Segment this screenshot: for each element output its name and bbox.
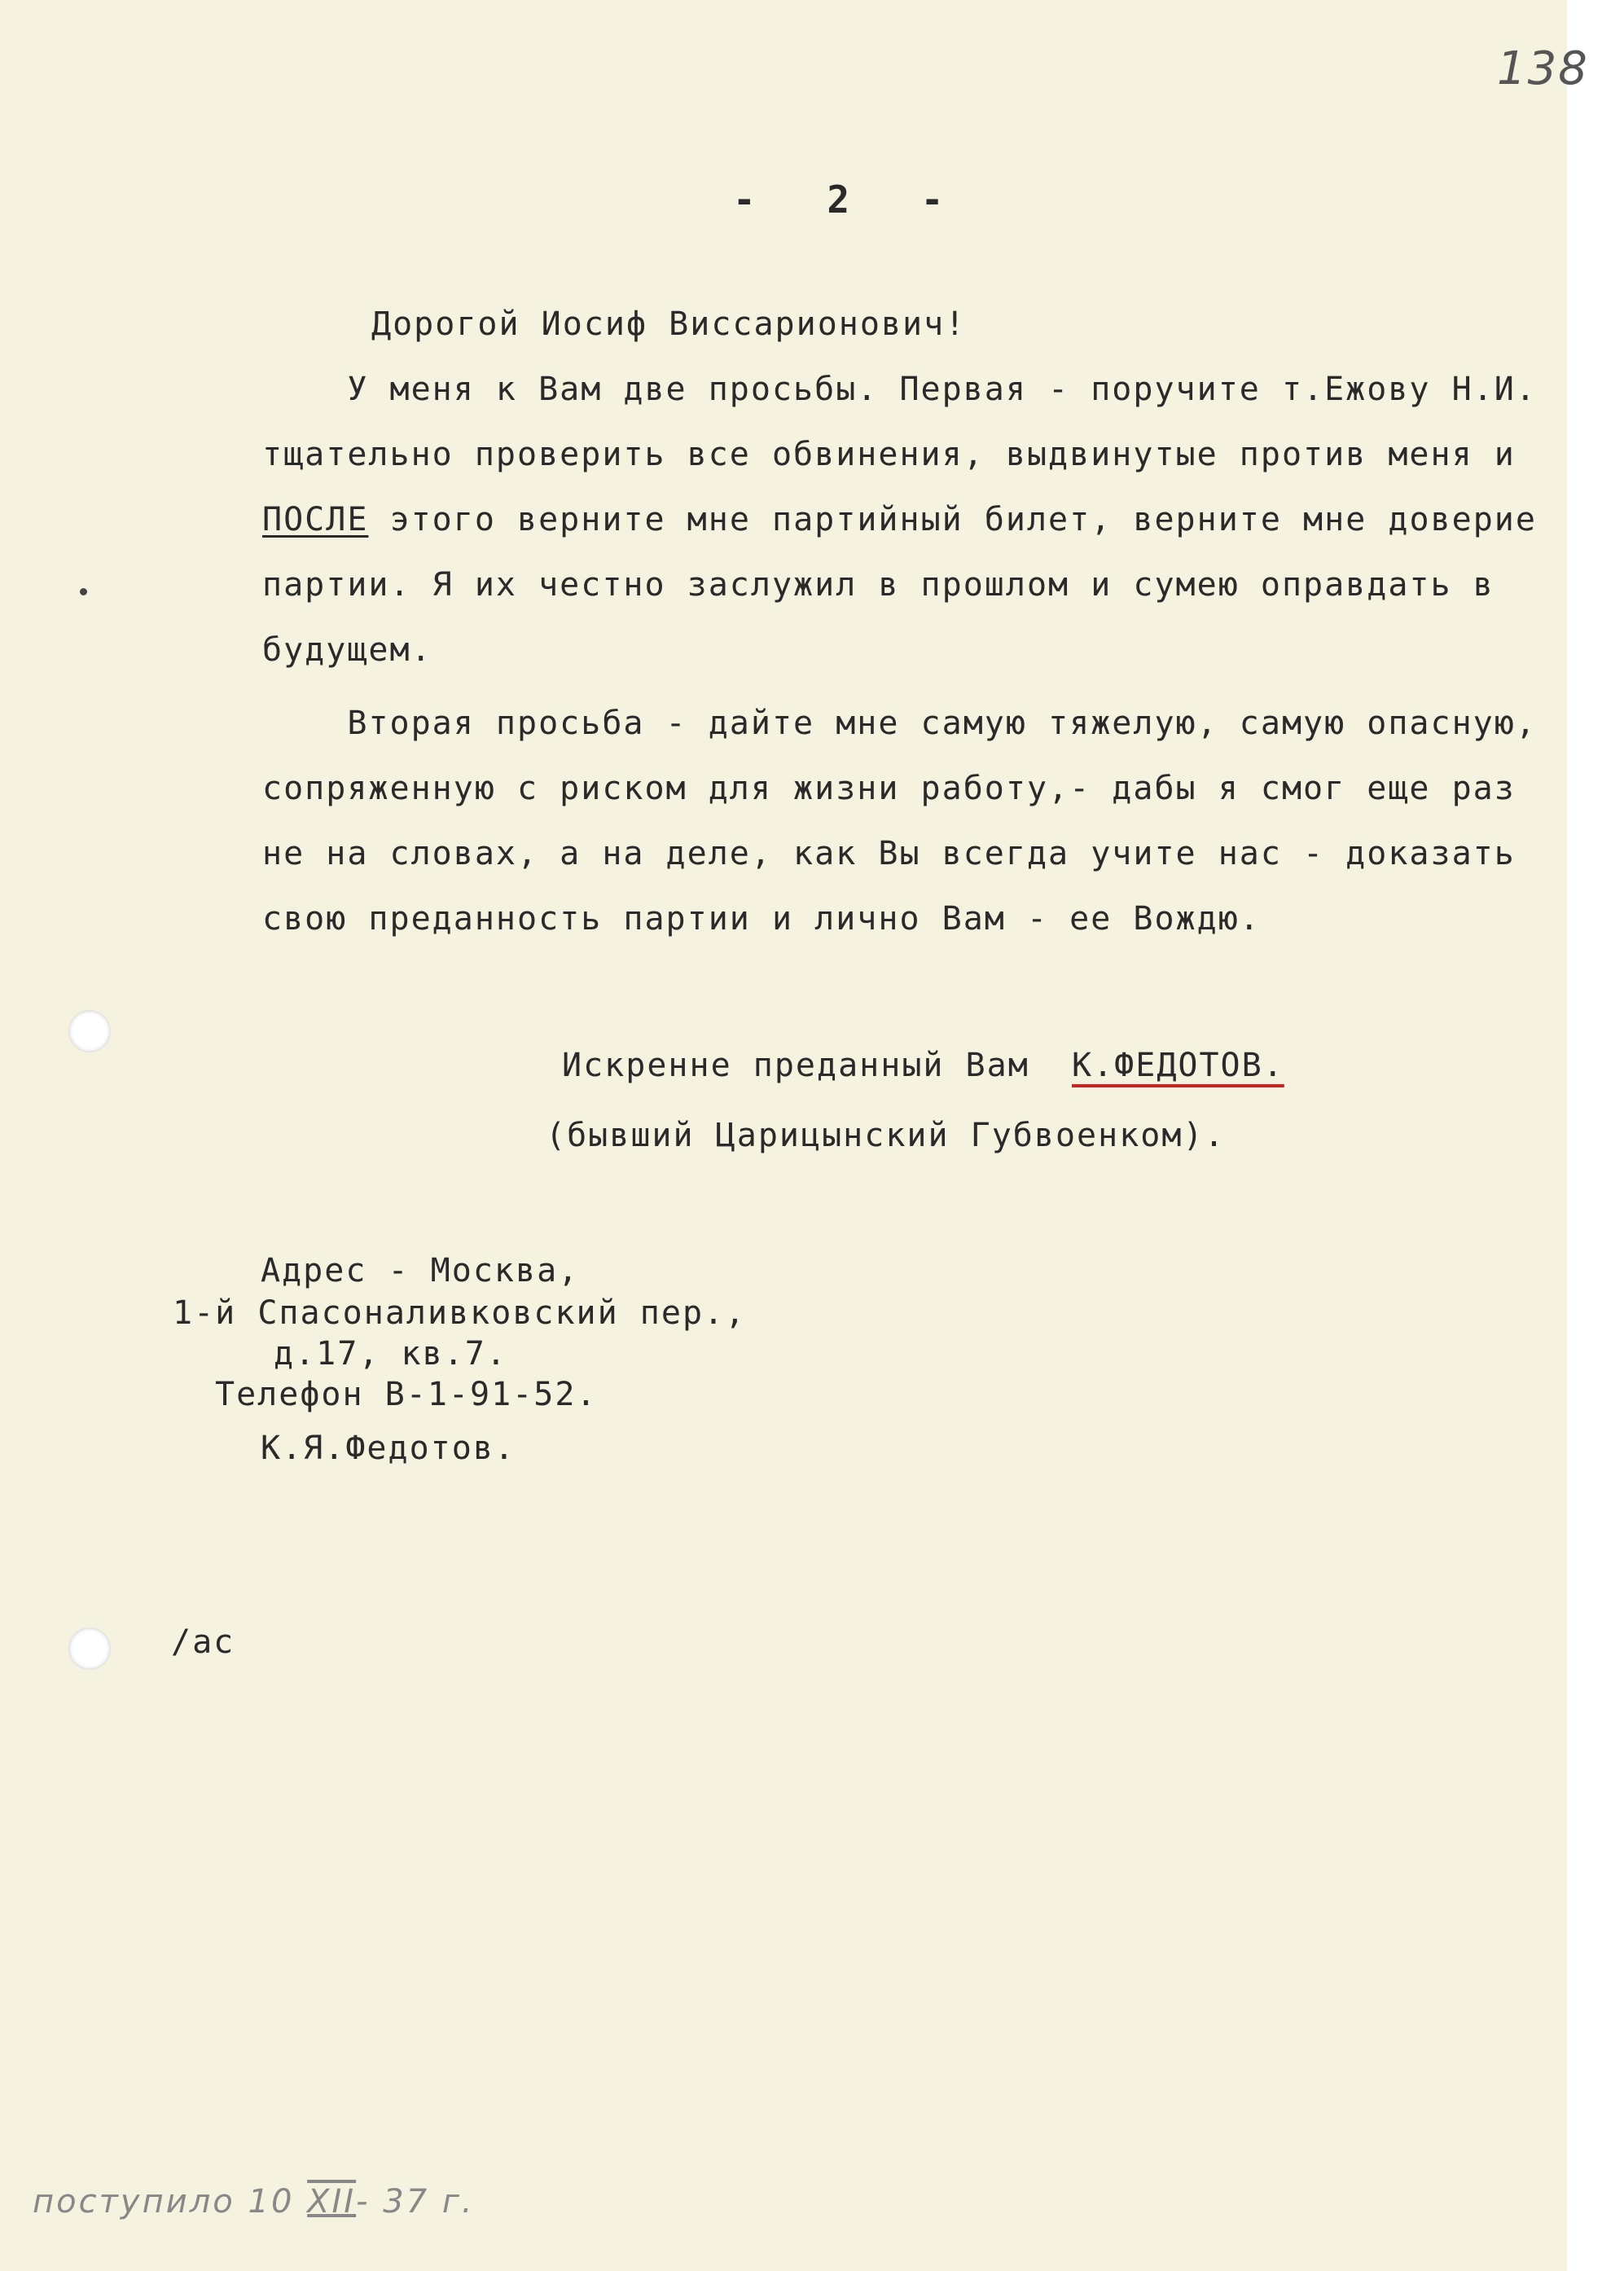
punch-hole: [68, 1010, 111, 1052]
address-line: д.17, кв.7.: [274, 1335, 507, 1373]
name-line: К.Я.Федотов.: [261, 1430, 516, 1467]
address-line: 1-й Спасоналивковский пер.,: [173, 1294, 747, 1332]
ink-speck: [80, 588, 87, 595]
signature: К.ФЕДОТОВ.: [1071, 1047, 1284, 1084]
paragraph1-line-text: этого верните мне партийный билет, верните мне доверие: [389, 501, 1537, 538]
received-prefix: поступило 10: [33, 2183, 295, 2220]
received-note: [33, 2183, 475, 2220]
paragraph1-line: будущем.: [262, 631, 432, 669]
punch-hole: [68, 1627, 111, 1670]
received-month: XII: [307, 2183, 357, 2220]
scan-edge: [1567, 0, 1624, 2271]
salutation: Дорогой Иосиф Виссарионович!: [371, 305, 967, 343]
paragraph1-line: тщательно проверить все обвинения, выдвинутые против меня и: [262, 436, 1516, 473]
page-number: - 2 -: [733, 178, 968, 222]
typist-mark: /ас: [171, 1623, 235, 1661]
paragraph1-line: [262, 502, 1537, 538]
closing: Искренне преданный Вам: [562, 1047, 1029, 1084]
folio-number: 138: [1497, 42, 1589, 95]
closing-line: [562, 1048, 1284, 1083]
paragraph2-line: не на словах, а на деле, как Вы всегда учите нас - доказать: [262, 835, 1516, 872]
paragraph1-line: партии. Я их честно заслужил в прошлом и сумею оправдать в: [262, 566, 1495, 604]
paragraph2-line: Вторая просьба - дайте мне самую тяжелую, самую опасную,: [262, 705, 1537, 742]
phone-line: Телефон В-1-91-52.: [215, 1376, 598, 1413]
emphasis-word: ПОСЛЕ: [262, 501, 369, 538]
paragraph2-line: свою преданность партии и лично Вам - ее Вождю.: [262, 900, 1261, 938]
signature-title: (бывший Царицынский Губвоенком).: [546, 1117, 1226, 1154]
paragraph2-line: сопряженную с риском для жизни работу,- дабы я смог еще раз: [262, 770, 1516, 807]
received-suffix: - 37 г.: [356, 2183, 475, 2220]
paragraph1-line: У меня к Вам две просьбы. Первая - поручите т.Ежову Н.И.: [262, 371, 1537, 408]
address-line: Адрес - Москва,: [261, 1252, 580, 1289]
